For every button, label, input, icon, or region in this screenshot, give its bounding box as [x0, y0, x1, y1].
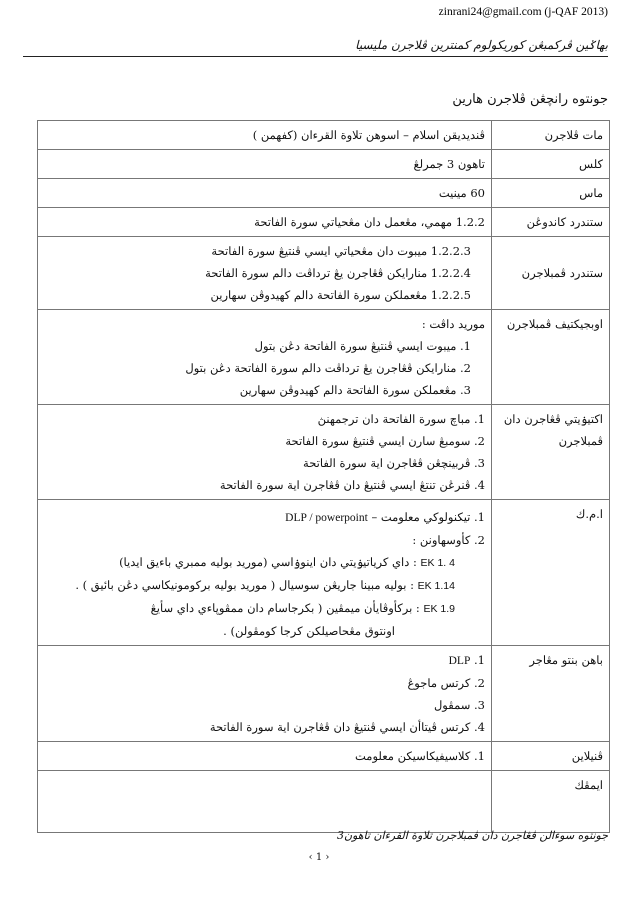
objective-intro: موريد داڤت :: [421, 317, 485, 331]
value-content-standard: 1.2.2 مهمي، مڠعمل دان مڠحياتي سورة الفاتحة: [38, 208, 492, 237]
row-time: [38, 179, 610, 208]
value-materials: [38, 646, 492, 742]
activity-item: 4. ڤنرڠن تنتڠ ايسي ڤنتيڠ دان ڤڠاجرن اية سورة الفاتحة: [219, 478, 485, 492]
emk-item-technology-tools: DLP / powerpoint: [285, 512, 368, 524]
ek-text: : داي كرياتيۏيتي دان اينوۏاسي (موريد بوليه ممبري باءيق ايديا): [119, 555, 417, 569]
ek-line: [44, 574, 485, 597]
row-activities: [38, 405, 610, 500]
value-subject: ڤنديديقن اسلام – اسوهن تلاوة القرءان (كفهمن ): [38, 121, 492, 150]
label-class: كلس: [492, 150, 610, 179]
row-learning-standard: [38, 237, 610, 310]
row-values: [38, 742, 610, 771]
activity-item: 1. مباچ سورة الفاتحة دان ترجمهنڽ: [317, 412, 485, 426]
material-item-dlp: DLP: [448, 655, 471, 667]
label-materials: باهن بنتو مڠاجر: [492, 646, 610, 742]
material-item: 4. كرتس ڤيتاأن ايسي ڤنتيڠ دان ڤڠاجرن اية سورة الفاتحة: [209, 720, 485, 734]
value-reflection: [38, 771, 492, 833]
label-objective: اوبجيكتيف ڤمبلاجرن: [492, 310, 610, 405]
material-item: 2. كرتس ماجوڠ: [407, 676, 485, 690]
lesson-plan-table: [37, 120, 610, 833]
ek-continuation: اونتوق مڠحاصيلكن كرجا كومڤولن) .: [223, 624, 395, 638]
value-objective: [38, 310, 492, 405]
row-class: [38, 150, 610, 179]
footer-text: جونتوه سوءالن ڤڠاجرن دان ڤمبلاجرن تلاوة القرءان تاهون3: [336, 829, 608, 842]
objective-item: 3. مڠعملكن سورة الفاتحة دالم كهيدوڤن سهارين: [239, 383, 471, 397]
label-emk: ا.م.ك: [492, 500, 610, 646]
label-learning-standard: ستندرد ڤمبلاجرن: [492, 237, 610, 310]
row-materials: [38, 646, 610, 742]
ek-line: [44, 597, 485, 620]
activities-label-line: ڤمبلاجرن: [558, 434, 603, 448]
label-content-standard: ستندرد كاندوڠن: [492, 208, 610, 237]
header-email: zinrani24@gmail.com (j-QAF 2013): [438, 6, 608, 18]
emk-item-technology: [44, 506, 485, 529]
label-subject: مات ڤلاجرن: [492, 121, 610, 150]
value-learning-standard: [38, 237, 492, 310]
row-emk: [38, 500, 610, 646]
emk-item-technology-text: 1. تيكنولوكي معلومت –: [371, 510, 485, 524]
value-class: تاهون 3 جمرلڠ: [38, 150, 492, 179]
page-number-value: 1: [315, 852, 323, 863]
learning-standard-item: 1.2.2.3 ميبوت دان مڠحياتي ايسي ڤنتيڠ سورة الفاتحة: [211, 244, 471, 258]
material-item-number: 1.: [474, 653, 485, 667]
label-activities: [492, 405, 610, 500]
value-emk: [38, 500, 492, 646]
ek-line: [44, 551, 485, 574]
learning-standard-item: 1.2.2.4 منارايكن ڤڠاجرن يڠ ترداڤت دالم سورة الفاتحة: [205, 266, 471, 280]
learning-standard-item: 1.2.2.5 مڠعملكن سورة الفاتحة دالم كهيدوڤن سهارين: [210, 288, 471, 302]
ek-text: : بركأوڤايأن ميمڤين ( بكرجاسام دان ممڤوڽاءي داي سأيڠ: [150, 601, 420, 615]
row-content-standard: [38, 208, 610, 237]
header-subtitle: بهاݢين ڤركمبڠن كوريكولوم كمنترين ڤلاجرن مليسيا: [23, 38, 608, 57]
emk-item-entrepreneurship: 2. كأوسهاونن :: [412, 533, 485, 547]
ek-text: : بوليه مبينا جاريڠن سوسيال ( موريد بوليه بركومونيكاسي دڠن بائيق ) .: [75, 578, 414, 592]
row-subject: [38, 121, 610, 150]
page-number: ‹ 1 ›: [308, 852, 330, 863]
activity-item: 3. ڤربينچڠن ڤڠاجرن اية سورة الفاتحة: [303, 456, 485, 470]
label-time: ماس: [492, 179, 610, 208]
objective-item: 2. منارايكن ڤڠاجرن يڠ ترداڤت دالم سورة الفاتحة دڠن بتول: [185, 361, 471, 375]
value-time: 60 مينيت: [38, 179, 492, 208]
row-reflection: [38, 771, 610, 833]
material-item: [44, 649, 485, 672]
activities-label-line: اكتيۏيتي ڤڠاجرن دان: [503, 412, 603, 426]
objective-item: 1. ميبوت ايسي ڤنتيڠ سورة الفاتحة دڠن بتول: [254, 339, 471, 353]
activity-item: 2. سومبڠ سارن ايسي ڤنتيڠ سورة الفاتحة: [285, 434, 485, 448]
ek-code: EK 1.14: [417, 580, 455, 592]
label-values: ڤنيلاين: [492, 742, 610, 771]
page-title: جونتوه رانچڠن ڤلاجرن هارين: [452, 92, 608, 107]
value-values: 1. كلاسيفيكاسيكن معلومت: [38, 742, 492, 771]
value-activities: [38, 405, 492, 500]
label-reflection: ايمڤك: [492, 771, 610, 833]
material-item: 3. سمڤول: [433, 698, 485, 712]
ek-code: EK 1. 4: [420, 557, 455, 569]
row-objective: [38, 310, 610, 405]
ek-code: EK 1.9: [423, 603, 455, 615]
